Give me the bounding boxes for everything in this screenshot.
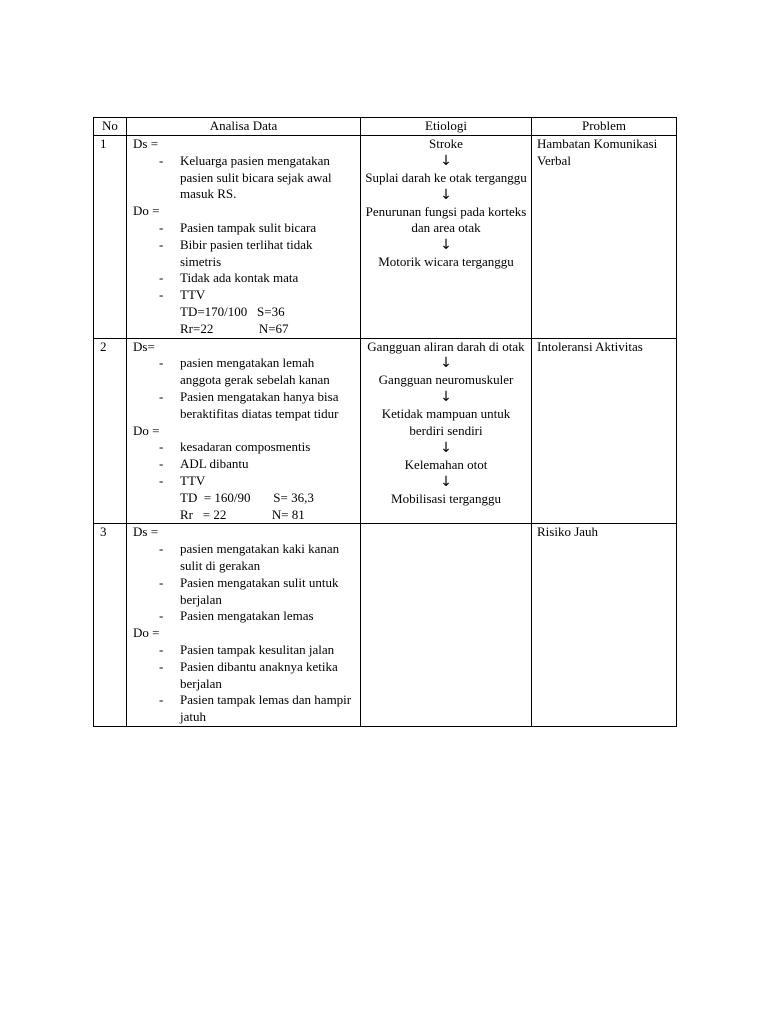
- bullet-dash: -: [159, 270, 164, 286]
- bullet-dash: -: [159, 236, 164, 252]
- down-arrow-icon: ↓: [440, 473, 452, 490]
- header-analisa-data: Analisa Data: [127, 118, 361, 136]
- bullet-dash: -: [159, 456, 164, 472]
- subjective-data-label: Ds=: [133, 338, 155, 354]
- down-arrow-icon: ↓: [440, 355, 452, 372]
- subjective-item-text: Pasien mengatakan sulit untuk berjalan: [180, 574, 339, 607]
- vital-signs-line: [133, 321, 360, 338]
- objective-item-list: [133, 642, 360, 726]
- objective-item: [133, 439, 360, 456]
- subjective-item: [133, 575, 360, 609]
- objective-item: [133, 692, 360, 726]
- bullet-dash: -: [159, 608, 164, 624]
- objective-item-list: [133, 439, 360, 523]
- subjective-data-label: Ds =: [133, 136, 159, 151]
- objective-data-label: Do =: [133, 203, 160, 219]
- bullet-dash: -: [159, 355, 164, 371]
- objective-item-text: Bibir pasien terlihat tidak simetris: [180, 236, 313, 269]
- vital-signs-line: [133, 507, 360, 524]
- etiologi-step: Motorik wicara terganggu: [378, 254, 514, 270]
- vital-signs-text: TD=170/100 S=36: [180, 303, 285, 319]
- problem-cell: Risiko Jauh: [532, 524, 677, 727]
- bullet-dash: -: [159, 219, 164, 235]
- row-number: 2: [94, 338, 127, 524]
- subjective-item-list: [133, 153, 360, 203]
- down-arrow-icon: ↓: [440, 152, 452, 169]
- vital-signs-text: Rr=22 N=67: [180, 320, 289, 336]
- subjective-item-text: pasien mengatakan lemah anggota gerak sebelah kanan: [180, 355, 330, 388]
- bullet-dash: -: [159, 388, 164, 404]
- objective-item-text: Pasien tampak kesulitan jalan: [180, 641, 335, 657]
- bullet-dash: -: [159, 574, 164, 590]
- etiologi-step: Stroke: [429, 136, 463, 151]
- etiologi-step: Suplai darah ke otak terganggu: [365, 169, 527, 185]
- objective-item: [133, 456, 360, 473]
- subjective-item: [133, 389, 360, 423]
- row-number: 3: [94, 524, 127, 727]
- header-etiologi: Etiologi: [361, 118, 532, 136]
- objective-item-text: Pasien tampak lemas dan hampir jatuh: [180, 692, 352, 725]
- bullet-dash: -: [159, 287, 164, 303]
- subjective-item-list: [133, 541, 360, 625]
- bullet-dash: -: [159, 439, 164, 455]
- bullet-dash: -: [159, 692, 164, 708]
- table-row: [94, 136, 677, 339]
- subjective-item-text: Pasien mengatakan lemas: [180, 608, 314, 624]
- objective-item-text: Tidak ada kontak mata: [180, 270, 299, 286]
- down-arrow-icon: ↓: [440, 389, 452, 406]
- subjective-item-text: pasien mengatakan kaki kanan sulit di gerakan: [180, 541, 340, 573]
- header-problem: Problem: [532, 118, 677, 136]
- etiologi-step: Gangguan neuromuskuler: [378, 372, 514, 388]
- subjective-item: [133, 355, 360, 389]
- etiologi-step: Ketidak mampuan untuk berdiri sendiri: [381, 406, 511, 438]
- objective-data-label: Do =: [133, 625, 160, 641]
- objective-item: [133, 642, 360, 659]
- vital-signs-line: [133, 304, 360, 321]
- objective-item-text: Pasien tampak sulit bicara: [180, 219, 317, 235]
- down-arrow-icon: ↓: [440, 237, 452, 254]
- row-number: 1: [94, 136, 127, 339]
- etiologi-cell: [361, 136, 532, 339]
- down-arrow-icon: ↓: [440, 186, 452, 203]
- objective-item: [133, 220, 360, 237]
- table-row: [94, 338, 677, 524]
- etiologi-cell: [361, 524, 532, 727]
- problem-cell: Intoleransi Aktivitas: [532, 338, 677, 524]
- bullet-dash: -: [159, 658, 164, 674]
- etiologi-step: Penurunan fungsi pada korteks dan area otak: [365, 203, 527, 236]
- etiologi-step: Kelemahan otot: [404, 456, 488, 472]
- subjective-item: [133, 153, 360, 203]
- objective-item: [133, 473, 360, 490]
- objective-item: [133, 659, 360, 693]
- objective-item-list: [133, 220, 360, 338]
- vital-signs-line: [133, 490, 360, 507]
- objective-item-text: TTV: [180, 472, 206, 488]
- analisa-data-cell: [127, 136, 361, 339]
- etiologi-step: Gangguan aliran darah di otak: [367, 338, 525, 354]
- objective-item-text: Pasien dibantu anaknya ketika berjalan: [180, 658, 338, 691]
- analisa-data-cell: [127, 338, 361, 524]
- subjective-item-text: Pasien mengatakan hanya bisa beraktifitas diatas tempat tidur: [180, 388, 339, 421]
- header-no: No: [94, 118, 127, 136]
- objective-item-text: kesadaran composmentis: [180, 439, 311, 455]
- objective-item: [133, 237, 360, 271]
- subjective-item-text: Keluarga pasien mengatakan pasien sulit bicara sejak awal masuk RS.: [180, 152, 332, 202]
- problem-cell: Hambatan Komunikasi Verbal: [532, 136, 677, 339]
- analisa-data-cell: [127, 524, 361, 727]
- objective-item: [133, 287, 360, 304]
- objective-data-label: Do =: [133, 422, 160, 438]
- bullet-dash: -: [159, 641, 164, 657]
- table-header-row: [94, 118, 677, 136]
- subjective-item: [133, 608, 360, 625]
- subjective-item: [133, 541, 360, 575]
- etiologi-step: Mobilisasi terganggu: [391, 490, 501, 506]
- nursing-analysis-table: [93, 117, 677, 727]
- vital-signs-text: Rr = 22 N= 81: [180, 506, 305, 522]
- objective-item: [133, 270, 360, 287]
- subjective-item-list: [133, 355, 360, 422]
- table-row: [94, 524, 677, 727]
- objective-item-text: TTV: [180, 287, 206, 303]
- down-arrow-icon: ↓: [440, 439, 452, 456]
- bullet-dash: -: [159, 472, 164, 488]
- etiologi-cell: [361, 338, 532, 524]
- vital-signs-text: TD = 160/90 S= 36,3: [180, 489, 314, 505]
- subjective-data-label: Ds =: [133, 524, 159, 540]
- bullet-dash: -: [159, 152, 164, 168]
- objective-item-text: ADL dibantu: [180, 456, 249, 472]
- bullet-dash: -: [159, 541, 164, 557]
